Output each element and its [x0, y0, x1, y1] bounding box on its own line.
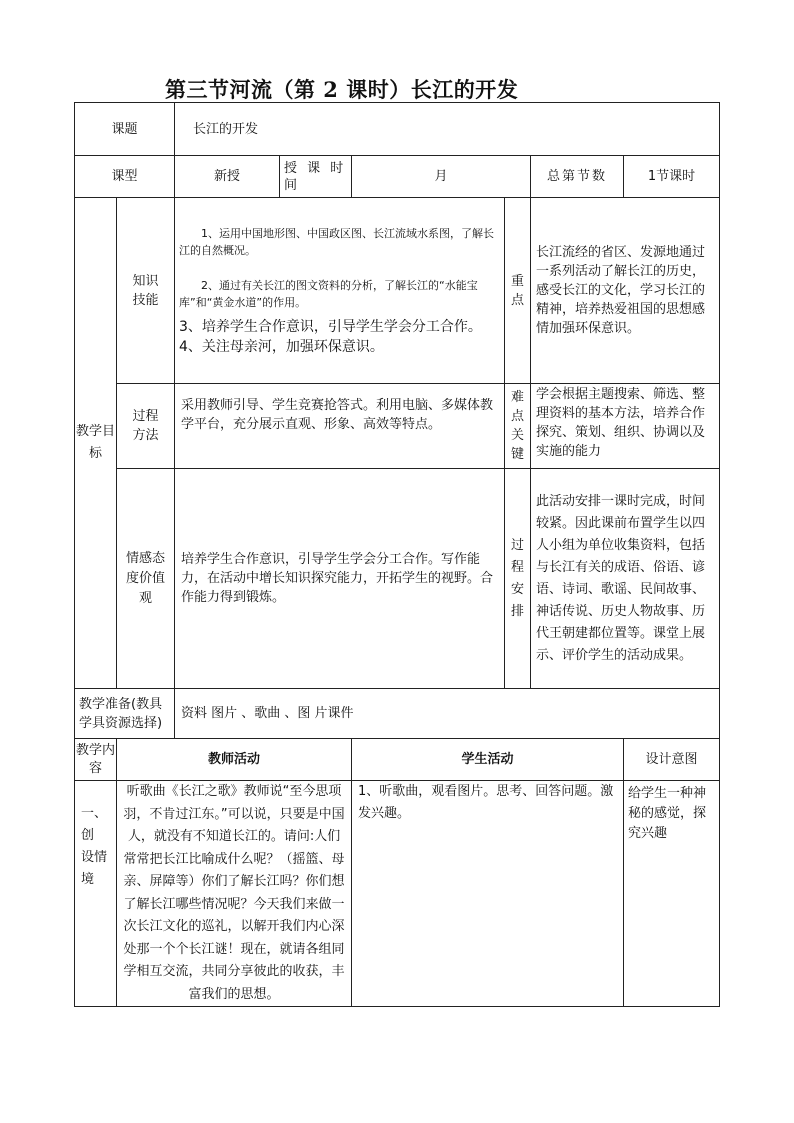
topic-row [75, 103, 720, 156]
activity-row [75, 781, 720, 1007]
activities-header-row [75, 739, 720, 781]
topic-value: 长江的开发 [175, 103, 720, 156]
type-label: 课型 [75, 156, 175, 198]
difficulties-label: 难点关键 [505, 384, 531, 469]
process-label: 过程方法 [117, 384, 175, 469]
knowledge-item-1: 1、运用中国地形图、中国政区图、长江流域水系图，了解长江的自然概况。 [179, 226, 495, 257]
type-value: 新授 [175, 156, 280, 198]
preparation-value: 资料 图片 、歌曲 、图 片课件 [175, 689, 720, 739]
knowledge-items [175, 198, 505, 384]
activity-student: 1、听歌曲，观看图片。思考、回答问题。激发兴趣。 [352, 781, 624, 1007]
key-points-label: 重点 [505, 198, 531, 384]
knowledge-item-3: 3、培养学生合作意识，引导学生学会分工合作。 [179, 318, 482, 335]
knowledge-item-2: 2、通过有关长江的图文资料的分析，了解长江的“水能宝库”和“黄金水道”的作用。 [179, 278, 478, 309]
arrangement-text: 此活动安排一课时完成，时间较紧。因此课前布置学生以四人小组为单位收集资料，包括与长江有关的成语、俗语、谚语、诗词、歌谣、民间故事、神话传说、历史人物故事、历代王朝建都位置等。课堂上展示、评价学生的活动成果。 [531, 469, 720, 689]
process-row [75, 384, 720, 469]
activity-content: 一、创 设情境 [75, 781, 117, 1007]
process-text: 采用教师引导、学生竞赛抢答式。利用电脑、多媒体教学平台，充分展示直观、形象、高效等特点。 [175, 384, 505, 469]
knowledge-item-4: 4、关注母亲河，加强环保意识。 [179, 338, 384, 355]
type-row [75, 156, 720, 198]
total-value: 1节课时 [624, 156, 720, 198]
emotion-label: 情感态度价值观 [117, 469, 175, 689]
key-points-text: 长江流经的省区、发源地通过一系列活动了解长江的历史，感受长江的文化，学习长江的精神，培养热爱祖国的思想感情加强环保意识。 [531, 198, 720, 384]
time-label: 授 课 时 间 [280, 156, 352, 198]
page-title: 第三节河流（第 2 课时）长江的开发 [165, 77, 519, 102]
arrangement-label: 过程安排 [505, 469, 531, 689]
header-intent: 设计意图 [624, 739, 720, 781]
difficulties-text: 学会根据主题搜索、筛选、整理资料的基本方法，培养合作探究、策划、组织、协调以及实施的能力 [531, 384, 720, 469]
knowledge-row [75, 198, 720, 384]
activity-teacher: 听歌曲《长江之歌》教师说“至今思项羽，不肯过江东。”可以说，只要是中国人，就没有不知道长江的。请问:人们常常把长江比喻成什么呢？（摇篮、母亲、屏障等）你们了解长江吗？你们想了解长江哪些情况呢？今天我们来做一次长江文化的巡礼，以解开我们内心深处那一个个长江谜！现在，就请各组同学相互交流，共同分享彼此的收获，丰富我们的思想。 [117, 781, 352, 1007]
time-value: 月 [352, 156, 531, 198]
emotion-row [75, 469, 720, 689]
header-teacher: 教师活动 [117, 739, 352, 781]
knowledge-label: 知识技能 [117, 198, 175, 384]
total-label: 总第节数 [531, 156, 624, 198]
header-student: 学生活动 [352, 739, 624, 781]
activity-intent: 给学生一种神秘的感觉，探究兴趣 [624, 781, 720, 1007]
topic-label: 课题 [75, 103, 175, 156]
preparation-label: 教学准备(教具学具资源选择) [75, 689, 175, 739]
lesson-plan-table [74, 102, 720, 1007]
header-content: 教学内容 [75, 739, 117, 781]
objectives-label: 教学目标 [75, 198, 117, 689]
emotion-text: 培养学生合作意识，引导学生学会分工合作。写作能力，在活动中增长知识探究能力，开拓学生的视野。合作能力得到锻炼。 [175, 469, 505, 689]
preparation-row [75, 689, 720, 739]
